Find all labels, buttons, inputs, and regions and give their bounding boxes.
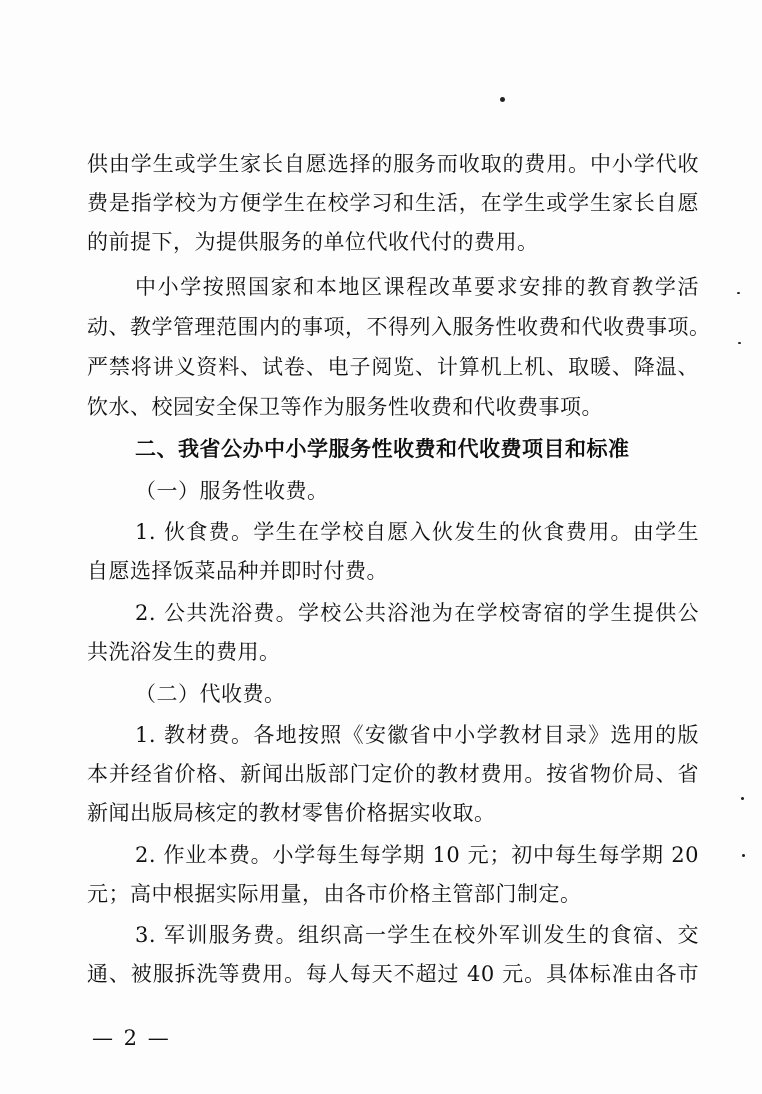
scan-speck: [738, 342, 741, 344]
paragraph-line: 新闻出版局核定的教材零售价格据实收取。: [87, 801, 496, 825]
paragraph-line: 2. 作业本费。小学每生每学期 10 元；初中每生每学期 20: [135, 843, 699, 867]
paragraph-line: 共洗浴发生的费用。: [87, 640, 281, 664]
paragraph-line: 元；高中根据实际用量，由各市价格主管部门制定。: [87, 882, 582, 906]
paragraph-line: 3. 军训服务费。组织高一学生在校外军训发生的食宿、交: [135, 923, 699, 947]
scan-speck: [500, 97, 505, 102]
paragraph-line: 费是指学校为方便学生在校学习和生活，在学生或学生家长自愿: [87, 191, 699, 215]
paragraph-line: 严禁将讲义资料、试卷、电子阅览、计算机上机、取暖、降温、: [87, 355, 699, 379]
paragraph-line: 本并经省价格、新闻出版部门定价的教材费用。按省物价局、省: [87, 762, 699, 786]
subsection-heading: （二）代收费。: [135, 682, 286, 706]
scan-speck: [742, 854, 745, 857]
paragraph-line: 供由学生或学生家长自愿选择的服务而收取的费用。中小学代收: [87, 152, 699, 176]
paragraph-line: 的前提下，为提供服务的单位代收代付的费用。: [87, 230, 539, 254]
page-number: — 2 —: [92, 1026, 171, 1050]
paragraph-line: 1. 教材费。各地按照《安徽省中小学教材目录》选用的版: [135, 723, 699, 747]
paragraph-line: 1. 伙食费。学生在学校自愿入伙发生的伙食费用。由学生: [135, 520, 699, 544]
scan-speck: [737, 292, 740, 294]
paragraph-line: 饮水、校园安全保卫等作为服务性收费和代收费事项。: [87, 395, 603, 419]
paragraph-line: 自愿选择饭菜品种并即时付费。: [87, 559, 388, 583]
scan-speck: [741, 797, 744, 800]
paragraph-line: 通、被服拆洗等费用。每人每天不超过 40 元。具体标准由各市: [87, 962, 699, 986]
subsection-heading: （一）服务性收费。: [135, 479, 329, 503]
paragraph-line: 中小学按照国家和本地区课程改革要求安排的教育教学活: [135, 275, 699, 299]
paragraph-line: 动、教学管理范围内的事项，不得列入服务性收费和代收费事项。: [87, 315, 711, 339]
section-heading: 二、我省公办中小学服务性收费和代收费项目和标准: [135, 436, 630, 461]
paragraph-line: 2. 公共洗浴费。学校公共浴池为在学校寄宿的学生提供公: [135, 601, 699, 625]
